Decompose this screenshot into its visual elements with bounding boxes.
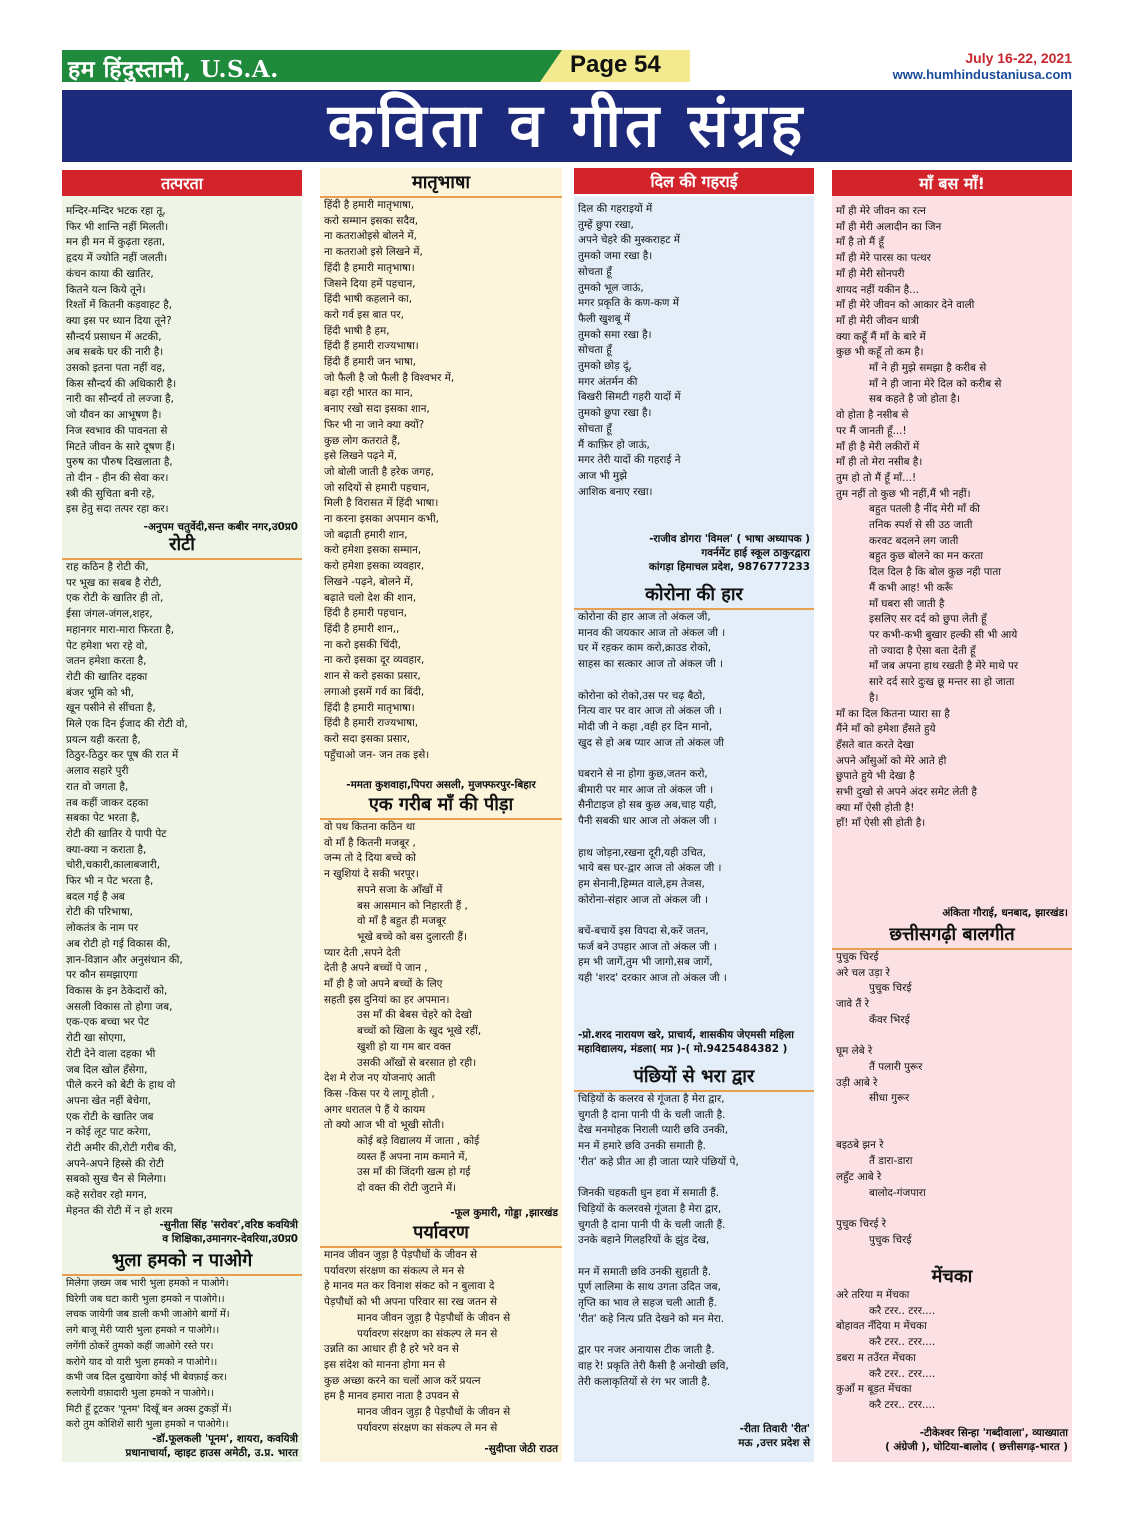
section-title: कविता व गीत संग्रह [327, 91, 807, 161]
poem-title-garib-maa: एक गरीब माँ की पीड़ा [320, 792, 562, 820]
website-url[interactable]: www.humhindustaniusa.com [892, 67, 1072, 82]
credit-tatparta: -अनुपम चतुर्वेदी,सन्त कबीर नगर,उ0प्र0 [143, 521, 298, 533]
issue-date: July 16-22, 2021 [965, 50, 1072, 66]
column-3 [574, 168, 814, 1462]
poem-dil-ki-gahrai: दिल की गहराइयों में तुम्हें छुपा रखा, अपने चेहरे की मुस्कराहट में तुमको जमा रखा है। सोचता हूँ तुमको भूल जाऊं, मगर प्रकृति के कण-कण में फैली खुशबू में तुमको समा रखा है। सोचता हूँ तुमको छोड़ दूं, मगर अंतर्मन की बिखरी सिमटी गहरी यादों में तुमको छुपा रखा है। सोचता हूँ मैं काफ़िर हो जाऊं, मगर तेरी यादों की गहराई ने आज भी मुझे आशिक बनाए रखा। [578, 203, 681, 498]
credit-matribhasha: -ममता कुशवाहा,पिपरा असली, मुजफ्फरपुर-बिहार [346, 779, 536, 791]
page-number: Page 54 [570, 51, 661, 78]
credit-panchhi: -रीता तिवारी 'रीत' मऊ ,उत्तर प्रदेश से [738, 1423, 810, 1449]
column-4 [832, 168, 1072, 1462]
poem-corona: कोरोना की हार आज तो अंकल जी, मानव की जयकार आज तो अंकल जी । घर में रहकर काम करो,क्राउड रोको, साहस का सत्कार आज तो अंकल जी । कोरोना को रोको,उस पर चढ़ बैठो, नित्य वार पर वार आज तो अंकल जी । मोदी जी ने कहा ,वही हर दिन मानो, खुद से हो अब प्यार आज तो अंकल जी घबराने से ना होगा कुछ,जतन करो, बीमारी पर मार आज तो अंकल जी । सैनीटाइज हो सब कुछ अब,चाह यही, पैनी सबकी धार आज तो अंकल जी । हाथ जोड़ना,रखना दूरी,यही उचित, भाये बस घर-द्वार आज तो अंकल जी । हम सेनानी,हिम्मत वाले,हम तेजस, कोरोना-संहार आज तो अंकल जी । बचें-बचायें इस विपदा से,करें जतन, फर्ज बने उपहार आज तो अंकल जी । हम भी जागें,तुम भी जागो,सब जागें, यही 'शरद' दरकार आज तो अंकल जी । [578, 611, 727, 985]
credit-garib-maa: -फूल कुमारी, गोड्डा ,झारखंड [450, 1207, 558, 1219]
poem-title-menchka: मेंचका [931, 1266, 973, 1287]
poem-title-maa: माँ बस माँ! [832, 170, 1072, 196]
poem-roti: राह कठिन है रोटी की, पर भूख का सबब है रोटी, एक रोटी के खातिर ही तो, ईसा जंगल-जंगल,शहर, महानगर मारा-मारा फिरता है, पेट हमेशा भरा रहे वो, जतन हमेशा करता है, रोटी की खातिर दहका बंजर भूमि को भी, खून पसीने से सींचता है, मिले एक दिन ईजाद की रोटी वो, प्रयत्न यही करता है, ठिठुर-ठिठुर कर पूष की रात में अलाव सहारे पुरी रात वो जगता है, तब कहीं जाकर दहका सबका पेट भरता है, रोटी की खातिर ये पापी पेट क्या-क्या न कराता है, चोरी,चकारी,कालाबजारी, फिर भी न पेट भरता है, बदल गई है अब रोटी की परिभाषा, लोकतंत्र के नाम पर अब रोटी हो गई विकास की, ज्ञान-विज्ञान और अनुसंधान की, पर कौन समझाएगा विकास के इन ठेकेदारों को, असली विकास तो होगा जब, एक-एक बच्चा भर पेट रोटी खा सोएगा, रोटी देने वाला दहका भी जब दिल खोल हँसेगा, पीले करने को बेटी के हाथ वो अपना खेत नहीं बेचेगा, एक रोटी के खातिर जब न कोई लूट पाट करेगा, रोटी अमीर की,रोटी गरीब की, अपने-अपने हिस्से की रोटी सबको सुख चैन से मिलेगा। कहे सरोवर रहो मगन, मेहनत की रोटी में न हो शरम [66, 561, 188, 1217]
column-1 [62, 168, 302, 1462]
publication-name: हम हिंदुस्तानी, U.S.A. [68, 56, 279, 83]
poem-title-bhula: भुला हमको न पाओगे [62, 1248, 302, 1276]
poem-title-corona: कोरोना की हार [574, 582, 814, 610]
credit-paryavaran: -सुदीप्ता जेठी राउत [484, 1443, 558, 1455]
poem-bhula: मिलेगा ज़ख्म जब भारी भुला हमको न पाओगे। घिरेगी जब घटा कारी भुला हमको न पाओगे।। लचक जायेगी जब डाली कभी जाओगे बागों में। लगे बाजू मेरी प्यारी भुला हमको न पाओगे।। लगेंगी ठोकरें तुमको कहीं जाओगे रस्ते पर। करोगे याद वो यारी भुला हमको न पाओगे।। कभी जब दिल दुखायेगा कोई भी बेवफ़ाई कर। रुलायेगी वफ़ादारी भुला हमको न पाओगे।। मिटी हूँ टूटकर 'पूनम' दिखूँ बन अक्स टुकड़ों में। करो तुम कोशिशें सारी भुला हमको न पाओगे।। [66, 1278, 232, 1431]
credit-bhula: -डॉ.फूलकली 'पूनम', शायरा, कवयित्री प्रधानाचार्या, व्हाइट हाउस अमेठी, उ.प्र. भारत [125, 1433, 298, 1459]
poem-title-roti: रोटी [62, 532, 302, 560]
credit-roti: -सुनीता सिंह 'सरोवर',वरिष्ठ कवयित्री व शिक्षिका,उमानगर-देवरिया,उ0प्र0 [159, 1219, 298, 1245]
credit-corona: -प्रो.शरद नारायण खरे, प्राचार्य, शासकीय जेएमसी महिला महाविद्यालय, मंडला( मप्र )-( मो.9425484382 ) [578, 1029, 794, 1055]
credit-dil-ki-gahrai: -राजीव डोगरा 'विमल' ( भाषा अध्यापक ) गवर्नमेंट हाई स्कूल ठाकुरद्वारा कांगड़ा हिमाचल प्रदेश, 9876777233 [648, 533, 810, 573]
poem-panchhi: चिड़ियों के कलरव से गूंजता है मेरा द्वार, चुगती है दाना पानी पी के चली जाती है. देख मनमोहक निराली प्यारी छवि उनकी, मन में हमारे छवि उनकी समाती है. 'रीत' कहे प्रीत आ ही जाता प्यारे पंछियों पे, जिनकी चहकती धुन हवा में समाती हैं. चिड़ियों के कलरवसे गूंजता है मेरा द्वार, चुगती है दाना पानी पी के चली जाती हैं. उनके बहाने गिलहरियों के झुंड देख, मन में समाती छवि उनकी सुहाती है. पूर्ण लालिमा के साथ उगता उदित जब, तृप्ति का भाव ले सहज चली आती हैं. 'रीत' कहे नित्य प्रति देखने को मन मेरा. द्वार पर नजर अनायास टीक जाती है. वाह रे! प्रकृति तेरी कैसी है अनोखी छवि, तेरी कलाकृतियों से रंग भर जाती है. [578, 1093, 739, 1388]
poem-menchka: अरे तरिया म मेंचका करै टरर.. टरर.... बोहावत नँदिया म मेंचका करै टरर.. टरर.... डबरा म तउँरत मेंचका करै टरर.. टरर.... कुआँ म बूड़त मेंचका करै टरर.. टरर.... [836, 1289, 936, 1411]
poem-matribhasha: हिंदी है हमारी मातृभाषा, करो सम्मान इसका सदैव, ना कतराओइसे बोलने में, ना कतराओ इसे लिखने में, हिंदी है हमारी मातृभाषा। जिसने दिया हमें पहचान, हिंदी भाषी कहलाने का, करो गर्व इस बात पर, हिंदी भाषी है हम, हिंदी हैं हमारी राज्यभाषा। हिंदी हैं हमारी जन भाषा, जो फैली है जो फैली है विश्वभर में, बढ़ा रही भारत का मान, बनाए रखो सदा इसका शान, फिर भी ना जाने क्या क्यों? कुछ लोग कतराते हैं, इसे लिखने पढ़ने में, जो बोली जाती है हरेक जगह, जो सदियों से हमारी पहचान, मिली है विरासत में हिंदी भाषा। ना करना इसका अपमान कभी, जो बढ़ाती हमारी शान, करो हमेशा इसका सम्मान, करो हमेशा इसका व्यवहार, लिखने -पढ़ने, बोलने में, बढ़ाते चलो देश की शान, हिंदी है हमारी पहचान, हिंदी है हमारी शान,, ना करो इसकी चिंदी, ना करो इसका दूर व्यवहार, शान से करो इसका प्रसार, लगाओ इसमें गर्व का बिंदी, हिंदी है हमारी मातृभाषा। हिंदी है हमारी राज्यभाषा, करो सदा इसका प्रसार, पहुँचाओ जन- जन तक इसे। [324, 199, 455, 761]
poem-title-matribhasha: मातृभाषा [320, 170, 562, 198]
poem-title-panchhi: पंछियों से भरा द्वार [574, 1064, 814, 1092]
poem-baalgeet: पुचुक चिरई अरे चल उड़ा रे पुचुक चिरई जावे तैं रे कँवर भिरई घूम लेबे रे तैं पलारी पुरूर उड़ी आबे रे सीधा गुरूर बइठबे झन रे तैं डारा-डारा लहुँट आबे रे बालोद-गंजपारा पुचुक चिरई रे पुचुक चिरई [836, 951, 926, 1246]
credit-menchka: -टीकेश्वर सिन्हा 'गब्दीवाला', व्याख्याता ( अंग्रेजी ), घोटिया-बालोद ( छत्तीसगढ़-भारत ) [885, 1427, 1068, 1453]
poem-title-tatparta: तत्परता [62, 170, 302, 196]
poem-tatparta: मन्दिर-मन्दिर भटक रहा तू, फिर भी शान्ति नहीं मिलती। मन ही मन में कुढ़ता रहता, हृदय में ज्योति नहीं जलती। कंचन काया की खातिर, कितने यत्न किये तूने। रिश्तों में कितनी कड़वाहट है, क्या इस पर ध्यान दिया तूने? सौन्दर्य प्रसाधन में अटकी, अब सबके घर की नारी है। उसको इतना पता नहीं वह, किस सौन्दर्य की अधिकारी है। नारी का सौन्दर्य तो लज्जा है, जो यौवन का आभूषण है। निज स्वभाव की पावनता से मिटते जीवन के सारे दूषण हैं। पुरुष का पौरुष दिखलाता है, तो दीन - हीन की सेवा कर। स्त्री की सुचिता बनी रहे, इस हेतु सदा तत्पर रहा कर। [66, 205, 177, 516]
poem-title-baalgeet: छत्तीसगढ़ी बालगीत [832, 922, 1072, 950]
poem-maa: माँ ही मेरे जीवन का रत्न माँ ही मेरी अलादीन का जिन माँ है तो मैं हूँ माँ ही मेरे पारस का पत्थर माँ ही मेरी सोनपरी शायद नहीं यकीन है... माँ ही मेरे जीवन को आकार देने वाली माँ ही मेरी जीवन धात्री क्या कहूँ मैं माँ के बारे में कुछ भी कहूँ तो कम है। माँ ने ही मुझे समझा है करीब से माँ ने ही जाना मेरे दिल को करीब से सब कहते है जो होता है। वो होता है नसीब से पर मैं जानती हूँ...! माँ ही है मेरी लकीरों में माँ ही तो मेरा नसीब है। तुम हो तो मैं हूँ माँ...! तुम नहीं तो कुछ भी नहीं,मैं भी नहीं। बहुत पतली है नींद मेरी माँ की तनिक स्पर्श से सी उठ जाती करवट बदलने लग जाती बहुत कुछ बोलने का मन करता दिल दिल है कि बोल कुछ नही पाता मैं कभी आह! भी करूँ माँ घबरा सी जाती है इसलिए सर दर्द को छुपा लेती हूँ पर कभी-कभी बुखार हल्की सी भी आये तो ज्यादा है ऐसा बता देती हूँ माँ जब अपना हाथ रखती है मेरे माथे पर सारे दर्द सारे दुःख छू मन्तर सा हो जाता है। माँ का दिल कितना प्यारा सा है मैंने माँ को हमेशा हँसते हुये हँसते बात करते देखा अपने आँसुओं को मेरे आते ही छुपाते हुये भी देखा है सभी दुखो से अपने अंदर समेट लेती है क्या माँ ऐसी होती है! हाँ! माँ ऐसी सी होती है। [836, 205, 1019, 830]
section-banner [62, 90, 1072, 162]
poem-garib-maa: वो पथ कितना कठिन था वो माँ है कितनी मजबूर , जन्म तो दे दिया बच्चे को न खुशियां दे सकी भरपूर। सपने सजा के आँखों में बस आसमान को निहारती हैं , वो माँ है बहुत ही मजबूर भूखे बच्चे को बस दुलारती हैं। प्यार देती ,सपने देती देती है अपने बच्चों पे जान , माँ ही है जो अपने बच्चों के लिए सहती इस दुनियां का हर अपमान। उस माँ की बेबस चेहरे को देखो बच्चों को खिला के खुद भूखे रहीं, खुशी हो या गम बार वक्त उसकी आँखों से बरसात हो रही। देश मे रोज नए योजनाएं आती किस -किस पर ये लागू होती , अगर धरातल पे हैं ये कायम तो क्यो आज भी वो भूखी सोती। कोई बड़े विद्यालय में जाता , कोई व्यस्त हैं अपना नाम कमाने में, उस माँ की जिंदगी खत्म हो गई दो वक्त की रोटी जुटाने में। [324, 821, 482, 1195]
poem-paryavaran: मानव जीवन जुड़ा है पेड़पौधों के जीवन से पर्यावरण संरक्षण का संकल्प ले मन से हे मानव मत कर विनाश संकट को न बुलावा दे पेड़पौधों को भी अपना परिवार सा रख जतन से मानव जीवन जुड़ा है पेड़पौधों के जीवन से पर्यावरण संरक्षण का संकल्प ले मन से उन्नति का आधार ही है हरे भरे वन से इस संदेश को मानना होगा मन से कुछ अच्छा करने का चलों आज करें प्रयत्न हम है मानव हमारा नाता है उपवन से मानव जीवन जुड़ा है पेड़पौधों के जीवन से पर्यावरण संरक्षण का संकल्प ले मन से [324, 1249, 511, 1434]
poem-title-dil-ki-gahrai: दिल की गहराई [574, 168, 814, 194]
poem-title-paryavaran: पर्यावरण [320, 1220, 562, 1248]
column-2 [320, 168, 562, 1462]
credit-maa: अंकिता गौराई, धनबाद, झारखंड। [942, 907, 1068, 919]
